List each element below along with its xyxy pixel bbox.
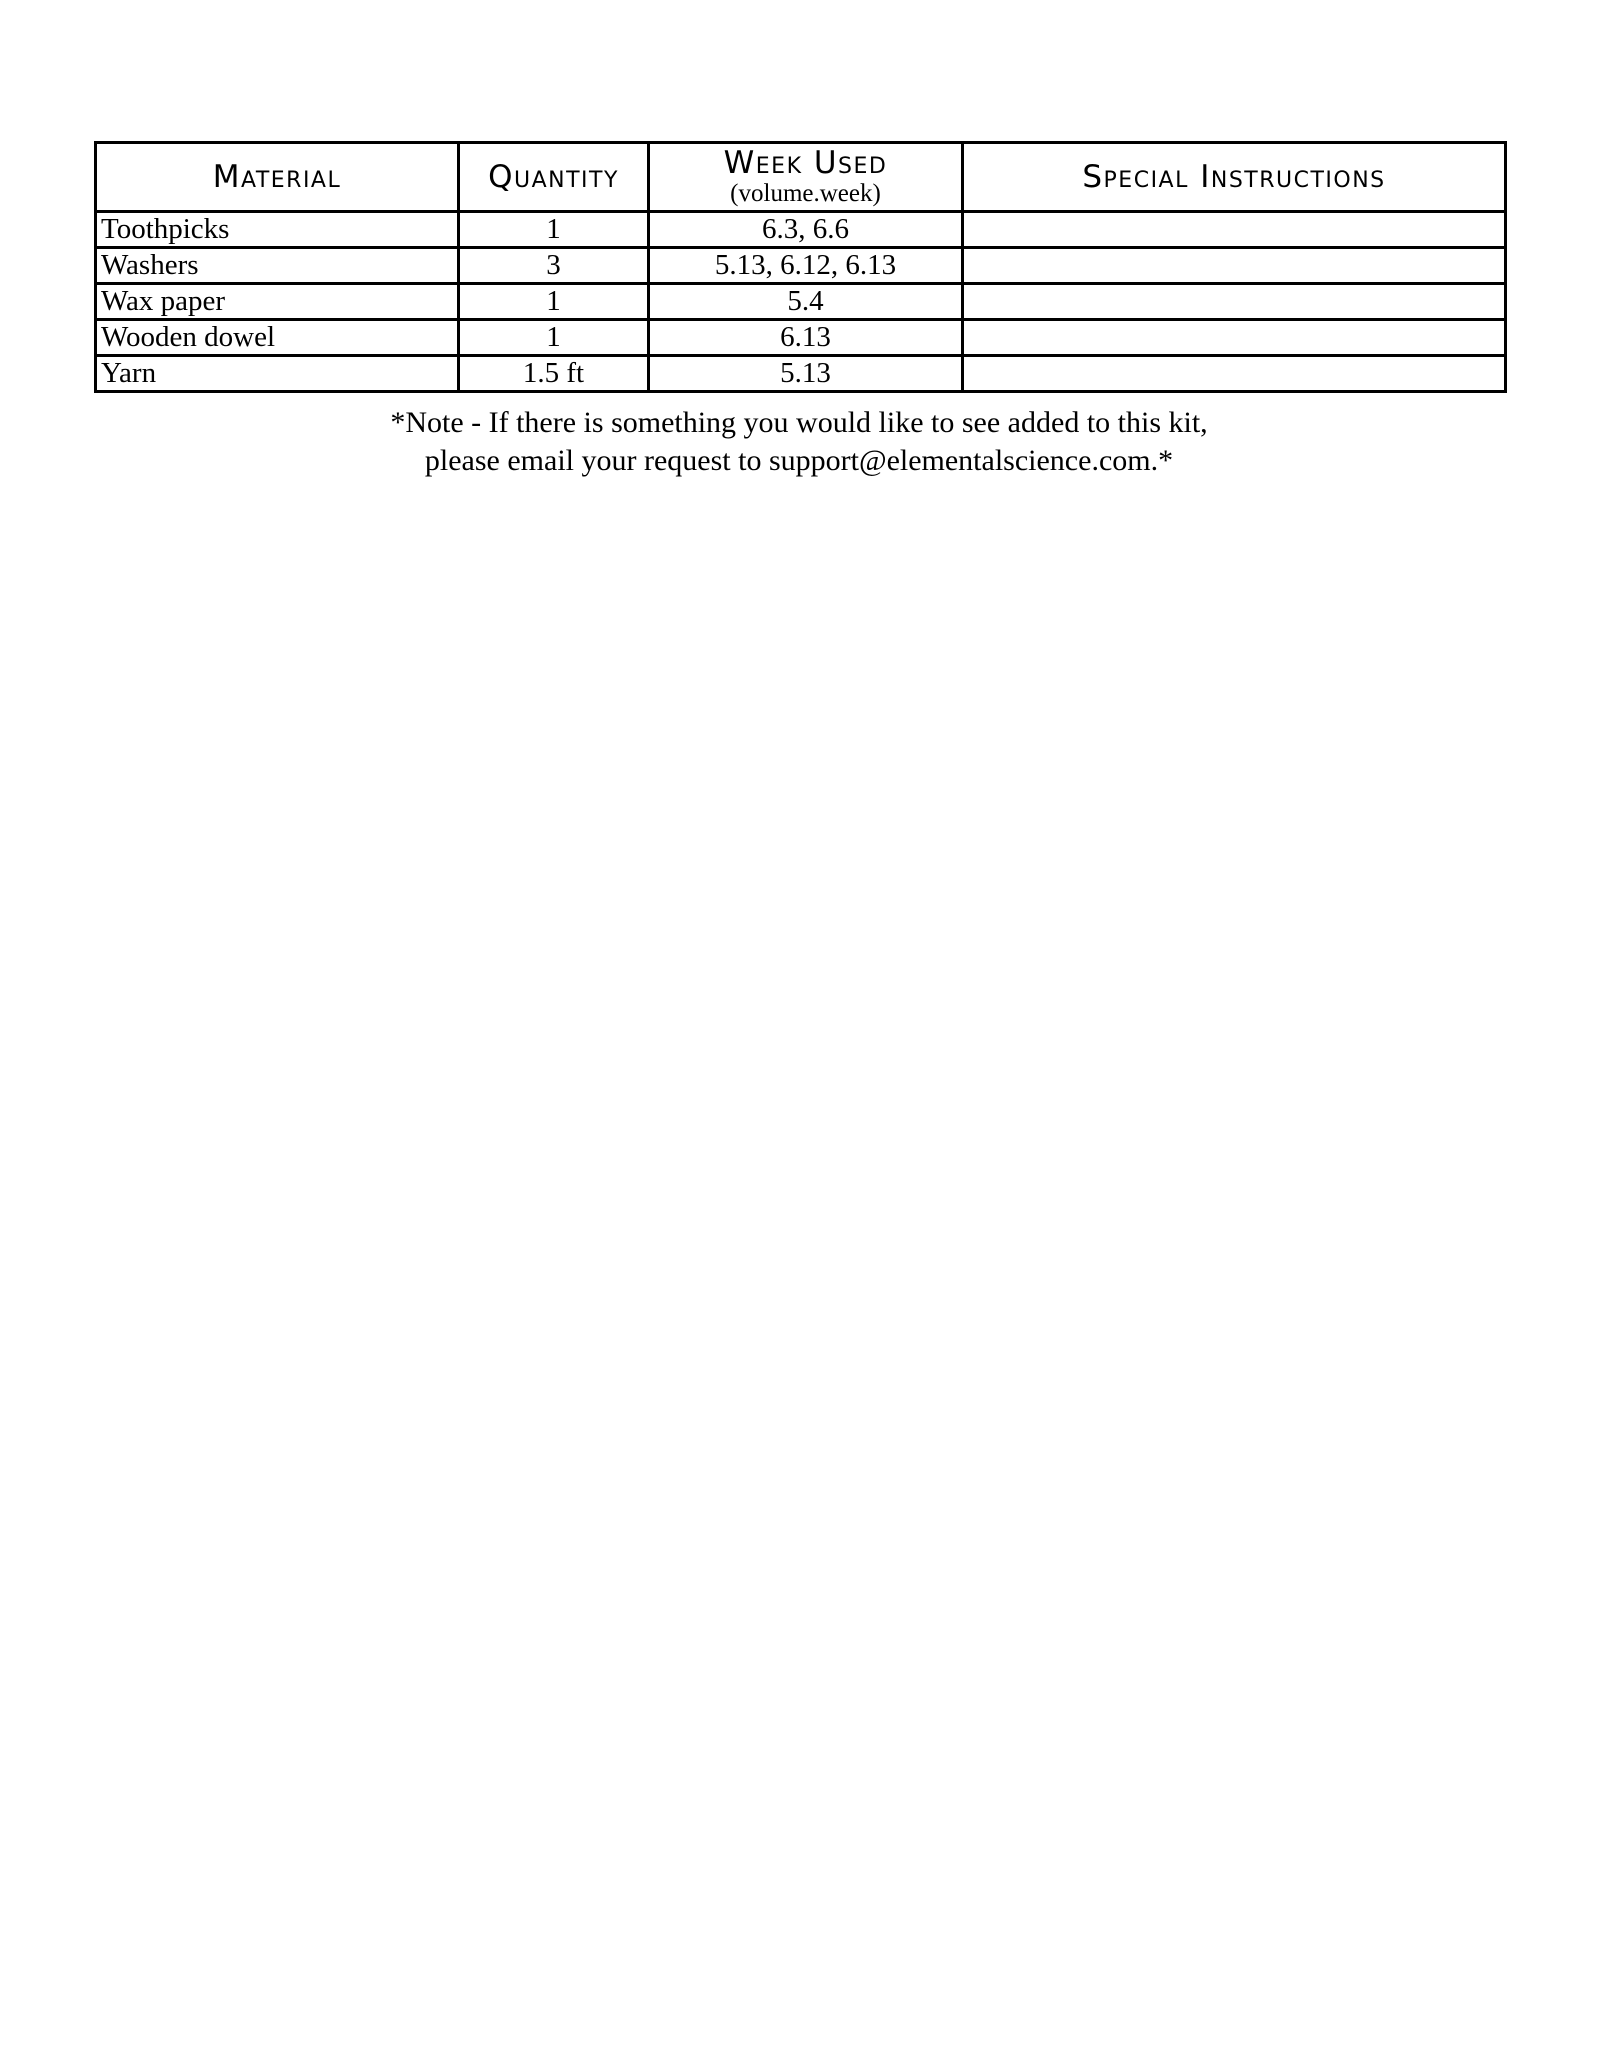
cell-special-instructions: [963, 248, 1506, 284]
note-line-2: please email your request to support@elementalscience.com.*: [424, 444, 1174, 477]
materials-table: [94, 141, 1507, 393]
header-week-used: [649, 143, 963, 212]
header-week-used-sub: (volume.week): [730, 180, 881, 207]
cell-quantity: 1: [459, 284, 649, 320]
table-row: [96, 248, 1506, 284]
cell-material: Wooden dowel: [96, 320, 459, 356]
table-row: [96, 212, 1506, 248]
table-body: [96, 212, 1506, 392]
header-week-used-label: Week Used: [723, 145, 888, 181]
cell-special-instructions: [963, 320, 1506, 356]
table-header: [96, 143, 1506, 212]
cell-week-used: 5.4: [649, 284, 963, 320]
cell-week-used: 6.13: [649, 320, 963, 356]
header-special-instructions: Special Instructions: [963, 143, 1506, 212]
cell-quantity: 1: [459, 212, 649, 248]
cell-special-instructions: [963, 212, 1506, 248]
cell-quantity: 1: [459, 320, 649, 356]
cell-material: Toothpicks: [96, 212, 459, 248]
cell-material: Washers: [96, 248, 459, 284]
cell-week-used: 6.3, 6.6: [649, 212, 963, 248]
cell-quantity: 3: [459, 248, 649, 284]
kit-request-note: [94, 404, 1504, 480]
table-row: [96, 320, 1506, 356]
cell-quantity: 1.5 ft: [459, 356, 649, 392]
cell-week-used: 5.13: [649, 356, 963, 392]
table-row: [96, 284, 1506, 320]
cell-special-instructions: [963, 356, 1506, 392]
header-quantity: Quantity: [459, 143, 649, 212]
header-row: [96, 143, 1506, 212]
table-row: [96, 356, 1506, 392]
cell-material: Wax paper: [96, 284, 459, 320]
note-line-1: *Note - If there is something you would like to see added to this kit,: [390, 406, 1208, 439]
cell-special-instructions: [963, 284, 1506, 320]
header-material: Material: [96, 143, 459, 212]
cell-week-used: 5.13, 6.12, 6.13: [649, 248, 963, 284]
cell-material: Yarn: [96, 356, 459, 392]
